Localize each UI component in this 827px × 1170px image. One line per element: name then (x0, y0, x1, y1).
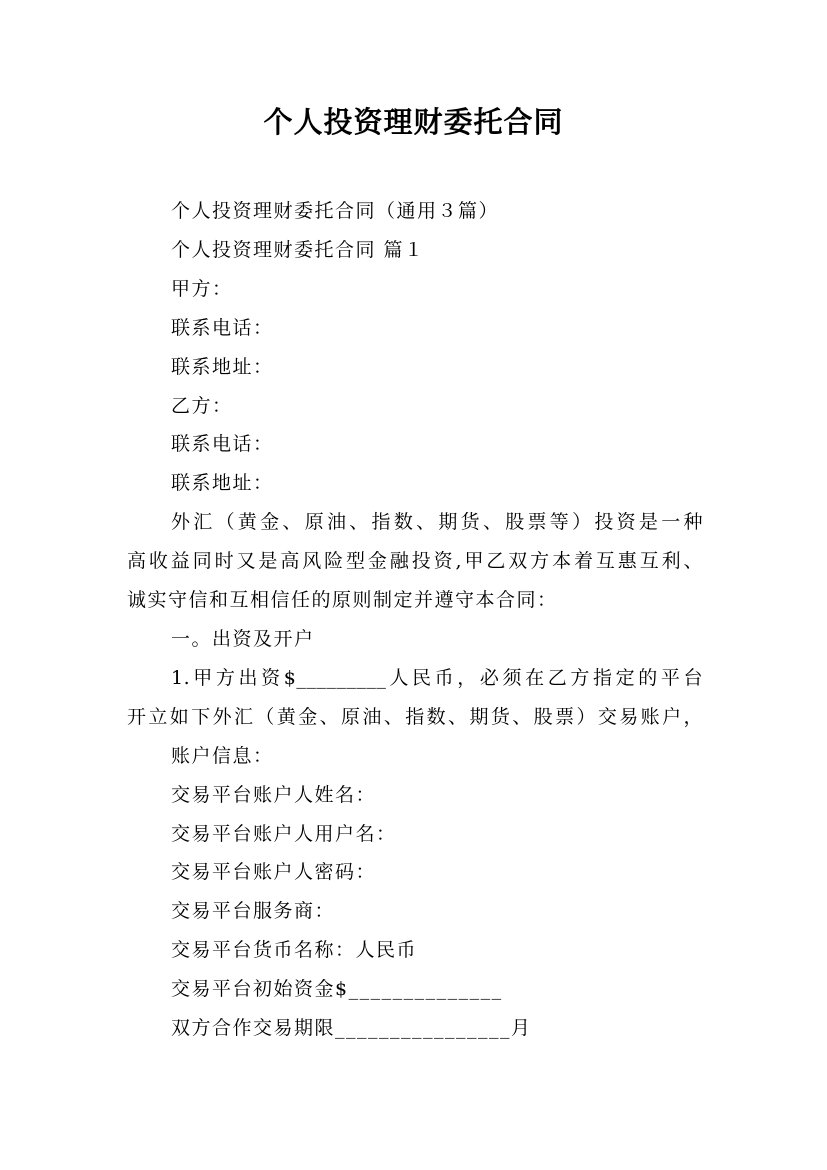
term-line: 双方合作交易期限________________月 (171, 1017, 532, 1040)
preamble-line-3: 诚实守信和互相信任的原则制定并遵守本合同： (127, 589, 558, 612)
clause-heading: 一。出资及开户 (171, 627, 315, 650)
section-heading: 个人投资理财委托合同 篇１ (171, 238, 425, 261)
party-b-phone-label: 联系电话： (171, 433, 274, 456)
initial-funds-line: 交易平台初始资金$______________ (171, 978, 503, 1001)
account-info-label: 账户信息： (171, 744, 274, 767)
party-a-address-label: 联系地址： (171, 355, 274, 378)
clause-1-line-2: 开立如下外汇（黄金、原油、指数、期货、股票）交易账户， (127, 705, 703, 728)
currency-line: 交易平台货币名称：人民币 (171, 939, 418, 962)
party-a-phone-label: 联系电话： (171, 316, 274, 339)
service-provider-label: 交易平台服务商： (171, 900, 336, 923)
party-b-address-label: 联系地址： (171, 472, 274, 495)
party-b-label: 乙方： (171, 394, 233, 417)
document-title: 个人投资理财委托合同 (263, 105, 564, 139)
clause-1-line-1: 1.甲方出资$_________人民币，必须在乙方指定的平台 (171, 666, 703, 689)
account-password-label: 交易平台账户人密码： (171, 861, 377, 884)
preamble-line-1: 外汇（黄金、原油、指数、期货、股票等）投资是一种 (171, 511, 703, 534)
preamble-line-2: 高收益同时又是高风险型金融投资,甲乙双方本着互惠互利、 (127, 550, 703, 573)
document-body (127, 192, 703, 1048)
account-holder-name-label: 交易平台账户人姓名： (171, 783, 377, 806)
party-a-label: 甲方： (171, 277, 233, 300)
account-username-label: 交易平台账户人用户名： (171, 822, 397, 845)
subtitle-line: 个人投资理财委托合同（通用３篇） (171, 200, 500, 222)
